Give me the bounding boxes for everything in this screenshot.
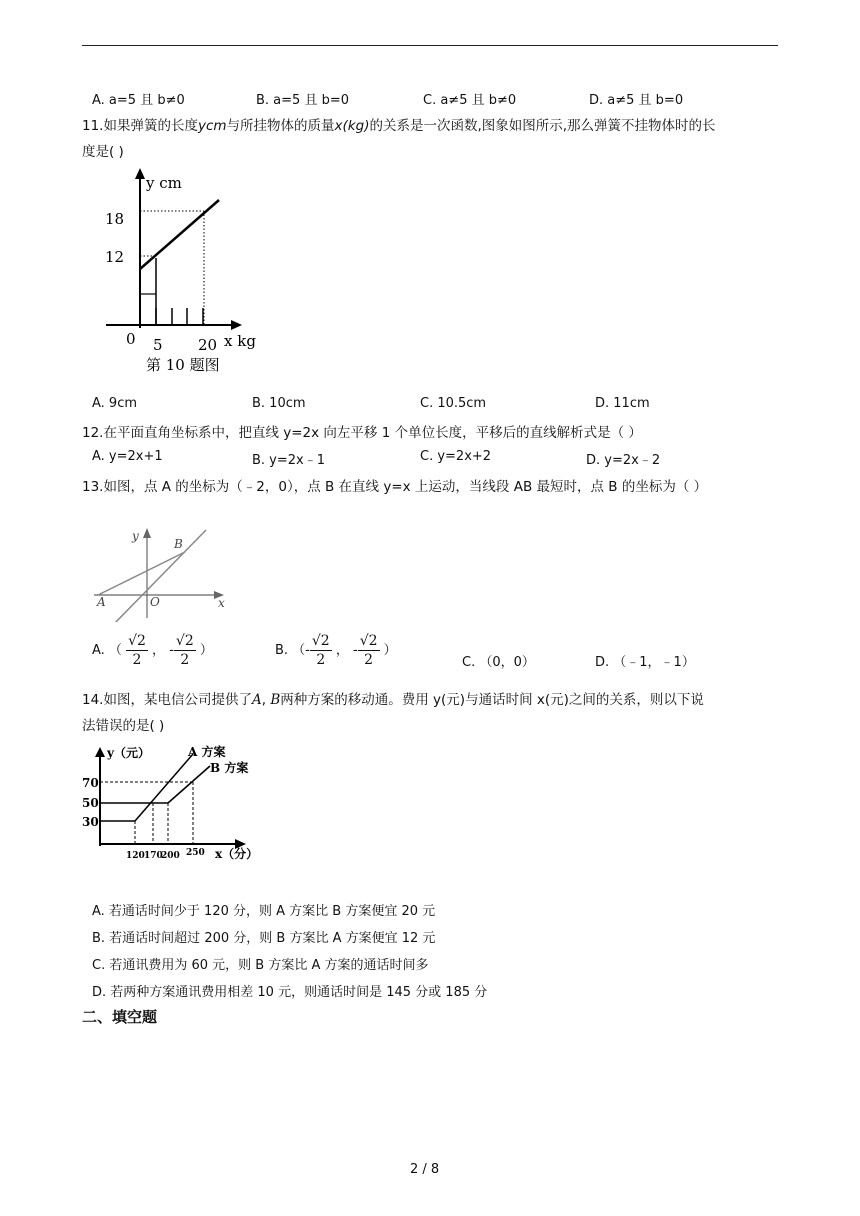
q13-point-a-label: A — [97, 595, 106, 609]
q14-line-a-label: A 方案 — [188, 745, 226, 759]
q10-option-c: C. a≠5 且 b≠0 — [423, 93, 517, 108]
section-title: 二、填空题 — [82, 1008, 158, 1026]
q11-text: 11.如果弹簧的长度ycm与所挂物体的质量x(kg)的关系是一次函数,图象如图所示,那么弹簧不挂物体时的长 — [82, 118, 716, 134]
header-rule — [82, 45, 778, 46]
q14-option-d: D. 若两种方案通讯费用相差 10 元，则通话时间是 145 分或 185 分 — [92, 985, 488, 1000]
q13-origin-label: O — [150, 595, 160, 609]
q10-option-d: D. a≠5 且 b=0 — [589, 93, 684, 108]
page-number: 2 / 8 — [410, 1162, 440, 1177]
fraction: $\frac{√2}{2}$ — [311, 633, 330, 668]
q13-option-a: A. （ $\frac{√2}{2}$ ， - $\frac{√2}{2}$ ） — [92, 633, 213, 668]
q12-option-c: C. y=2x+2 — [420, 449, 492, 464]
q12-option-b: B. y=2x﹣1 — [252, 453, 326, 468]
q12-text: 12.在平面直角坐标系中，把直线 y=2x 向左平移 1 个单位长度，平移后的直线解析式是（ ） — [82, 425, 642, 441]
q11-figure — [98, 168, 268, 378]
q14-option-a: A. 若通话时间少于 120 分，则 A 方案比 B 方案便宜 20 元 — [92, 904, 436, 919]
q13-point-b-label: B — [174, 537, 183, 551]
q13-text: 13.如图，点 A 的坐标为（﹣2，0），点 B 在直线 y=x 上运动，当线段 AB 最短时，点 B 的坐标为（ ） — [82, 479, 708, 495]
q14-option-c: C. 若通讯费用为 60 元，则 B 方案比 A 方案的通话时间多 — [92, 958, 429, 973]
q11-x-axis-label: x kg — [224, 332, 256, 350]
q11-figure-caption: 第 10 题图 — [146, 356, 220, 374]
q14-y-tick-70: 70 — [82, 776, 99, 790]
q11-y-tick-18: 18 — [105, 210, 125, 228]
q13-x-axis-label: x — [218, 596, 225, 610]
q14-x-tick-250: 250 — [186, 848, 205, 858]
q11-option-b: B. 10cm — [252, 396, 306, 411]
q12-option-d: D. y=2x﹣2 — [586, 453, 661, 468]
q14-text-line2: 法错误的是( ) — [82, 718, 165, 734]
q13-option-b: B. （- $\frac{√2}{2}$ ， - $\frac{√2}{2}$ ） — [275, 633, 397, 668]
q11-option-c: C. 10.5cm — [420, 396, 487, 411]
q11-option-d: D. 11cm — [595, 396, 650, 411]
q13-option-d: D. （﹣1，﹣1） — [595, 655, 695, 670]
q13-figure — [86, 522, 236, 622]
q14-text: 14.如图，某电信公司提供了A, B两种方案的移动通。费用 y(元)与通话时间 x(元)之间的关系，则以下说 — [82, 692, 704, 708]
q11-option-a: A. 9cm — [92, 396, 138, 411]
q11-origin-label: 0 — [126, 330, 136, 348]
q14-line-b-label: B 方案 — [210, 761, 249, 775]
q13-y-axis-label: y — [132, 529, 139, 543]
q14-x-tick-170: 170 — [144, 851, 163, 861]
fraction: $\frac{√2}{2}$ — [175, 633, 194, 668]
q14-figure — [80, 742, 270, 866]
q14-x-tick-200: 200 — [161, 851, 180, 861]
q14-y-axis-label: y（元） — [107, 746, 150, 760]
q13-option-c: C. （0，0） — [462, 655, 535, 670]
q11-x-tick-20: 20 — [198, 336, 218, 354]
q12-option-a: A. y=2x+1 — [92, 449, 163, 464]
q14-y-tick-30: 30 — [82, 815, 99, 829]
q14-option-b: B. 若通话时间超过 200 分，则 B 方案比 A 方案便宜 12 元 — [92, 931, 436, 946]
q14-x-axis-label: x（分） — [215, 847, 259, 861]
q14-x-tick-120: 120 — [126, 851, 145, 861]
q11-y-axis-label: y cm — [146, 174, 182, 192]
fraction: $\frac{√2}{2}$ — [359, 633, 378, 668]
q10-option-b: B. a=5 且 b=0 — [256, 93, 349, 108]
q10-option-a: A. a=5 且 b≠0 — [92, 93, 185, 108]
fraction: $\frac{√2}{2}$ — [128, 633, 146, 668]
q14-y-tick-50: 50 — [82, 796, 99, 810]
q11-x-tick-5: 5 — [153, 336, 163, 354]
q11-text-line2: 度是( ) — [82, 144, 124, 160]
q11-y-tick-12: 12 — [105, 248, 125, 266]
